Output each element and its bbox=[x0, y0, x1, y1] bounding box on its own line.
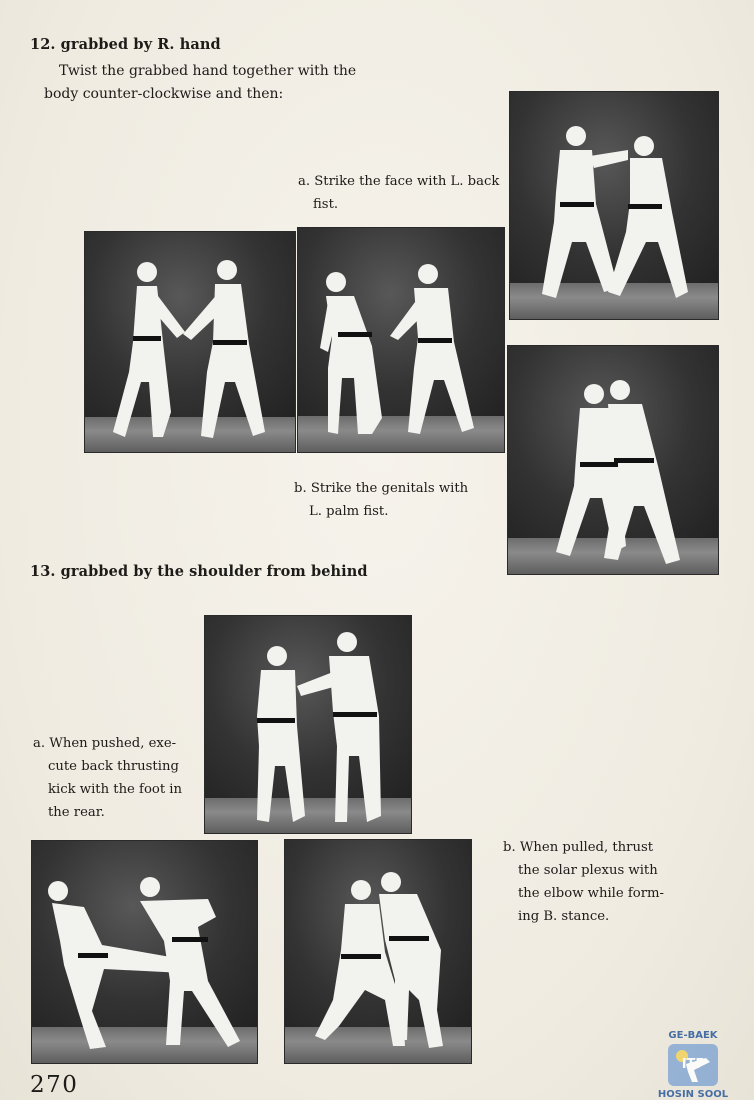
page-number: 270 bbox=[30, 1072, 79, 1098]
photo-strike-genitals bbox=[508, 346, 718, 574]
section-12-intro bbox=[44, 60, 364, 106]
caption-word: genitals bbox=[381, 481, 435, 496]
caption-word: thrusting bbox=[117, 759, 179, 774]
watermark-middle-text: ITF bbox=[681, 1057, 705, 1072]
caption-line: L. palm fist. bbox=[309, 504, 389, 519]
caption-marker: b. bbox=[503, 840, 516, 855]
watermark-top-text: GE-BAEK bbox=[668, 1030, 718, 1041]
caption-12a bbox=[298, 170, 499, 216]
caption-13a bbox=[33, 732, 185, 824]
caption-line: When pulled, thrust bbox=[519, 840, 654, 855]
photo-back-thrust-kick bbox=[32, 841, 257, 1063]
intro-line-1: Twist the grabbed hand together with the bbox=[59, 63, 357, 79]
caption-12b bbox=[294, 477, 494, 523]
caption-line: When pushed, exe- bbox=[49, 736, 177, 751]
photo-push-shoulder bbox=[205, 616, 411, 833]
watermark-bottom-text: HOSIN SOOL bbox=[657, 1089, 729, 1100]
caption-line: the elbow while form- bbox=[518, 886, 664, 901]
photo-strike-face bbox=[510, 92, 718, 319]
watermark-logo bbox=[646, 1030, 740, 1100]
caption-line: Strike the face with L. back bbox=[314, 174, 500, 189]
caption-word: back bbox=[81, 759, 113, 774]
caption-line: the solar plexus with bbox=[518, 863, 658, 878]
caption-line: fist. bbox=[313, 197, 339, 212]
intro-line-2: body counter-clockwise and then: bbox=[44, 86, 284, 102]
section-12-heading: 12. grabbed by R. hand bbox=[30, 36, 221, 53]
caption-marker: a. bbox=[33, 736, 46, 751]
caption-13b bbox=[503, 836, 664, 928]
photo-grab-hands bbox=[85, 232, 295, 452]
caption-word: cute bbox=[48, 759, 77, 774]
caption-line: the rear. bbox=[48, 805, 105, 820]
caption-marker: a. bbox=[298, 174, 311, 189]
section-13-heading: 13. grabbed by the shoulder from behind bbox=[30, 563, 368, 580]
caption-word: with bbox=[438, 481, 469, 496]
photo-elbow-thrust bbox=[285, 840, 471, 1063]
caption-marker-word: b. Strike bbox=[294, 481, 352, 496]
photo-back-fist-windup bbox=[298, 228, 504, 452]
caption-line: ing B. stance. bbox=[518, 909, 610, 924]
caption-word: the bbox=[355, 481, 378, 496]
caption-line: kick with the foot in bbox=[48, 782, 183, 797]
